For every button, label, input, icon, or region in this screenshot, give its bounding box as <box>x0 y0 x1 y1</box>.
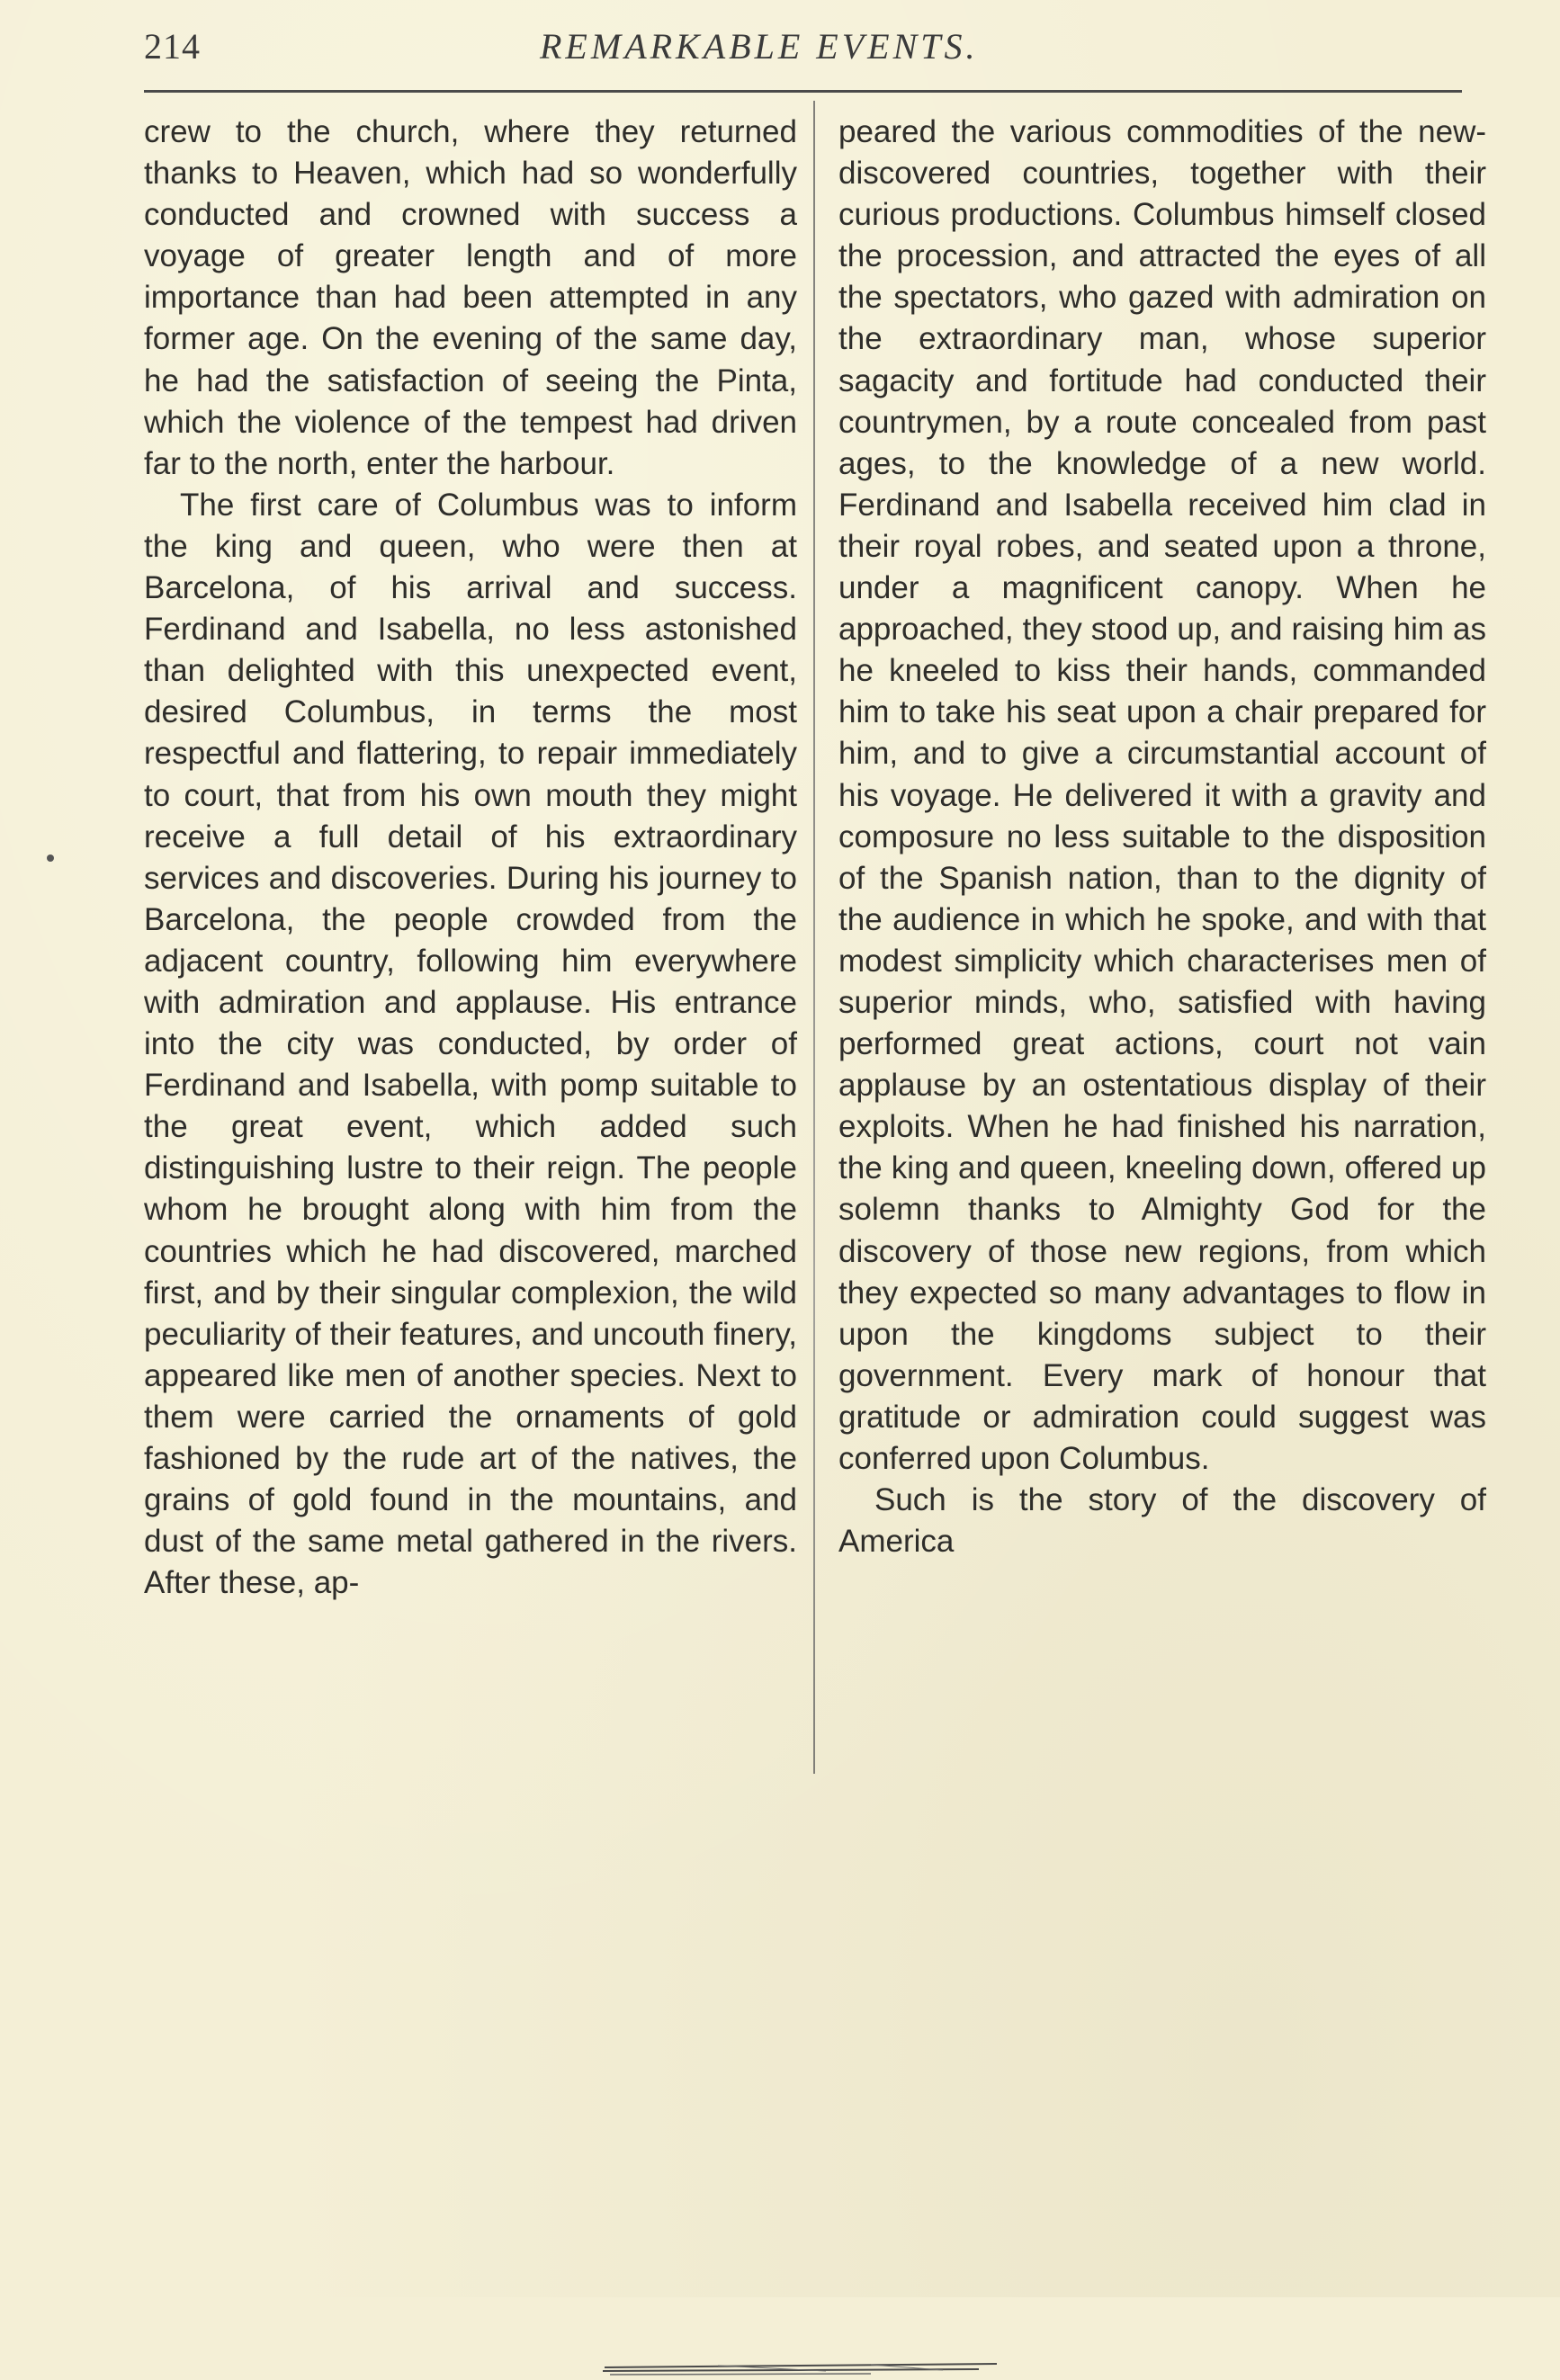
running-head: REMARKABLE EVENTS. <box>540 26 979 67</box>
column-divider <box>813 101 815 1774</box>
left-column <box>144 112 797 1604</box>
left-paragraph-2: The first care of Columbus was to inform the king and queen, who were then at Barcelona, of his arrival and success. Ferdinand and Isabella, no less astonished than delighted with this unexpected event, desired Columbus, in terms the most respectful and flattering, to repair immediately to court, that from his own mouth they might receive a full detail of his extraordinary services and discoveries. During his journey to Barcelona, the people crowded from the adjacent country, following him everywhere with admiration and applause. His entrance into the city was conducted, by order of Ferdinand and Isabella, with pomp suitable to the great event, which added such distinguishing lustre to their reign. The people whom he brought along with him from the countries which he had discovered, marched first, and by their singular complexion, the wild peculiarity of their features, and uncouth finery, appeared like men of another species. Next to them were carried the ornaments of gold fashioned by the rude art of the natives, the grains of gold found in the mountains, and dust of the same metal gathered in the rivers. After these, ap- <box>144 487 797 1601</box>
right-paragraph-1: peared the various commodities of the new-discovered countries, together with their curious productions. Columbus himself closed the procession, and attracted the eyes of all the spectators, who gazed with admiration on the extraordinary man, whose superior sagacity and fortitude had conducted their countrymen, by a route concealed from past ages, to the knowledge of a new world. Ferdinand and Isabella received him clad in their royal robes, and seated upon a throne, under a magnificent canopy. When he approached, they stood up, and raising him as he kneeled to kiss their hands, commanded him to take his seat upon a chair prepared for him, and to give a circumstantial account of his voyage. He delivered it with a gravity and composure no less suitable to the disposition of the Spanish nation, than to the dignity of the audience in which he spoke, and with that modest simplicity which characterises men of superior minds, who, satisfied with having performed great actions, court not vain applause by an ostentatious display of their exploits. When he had finished his narration, the king and queen, kneeling down, offered up solemn thanks to Almighty God for the discovery of those new regions, from which they expected so many advantages to flow in upon the kingdoms subject to their government. Every mark of honour that gratitude or admiration could suggest was conferred upon Columbus. <box>838 114 1486 1476</box>
right-column <box>838 112 1486 1562</box>
page-number: 214 <box>144 26 201 67</box>
header-rule <box>144 90 1462 93</box>
ink-speck <box>47 854 54 862</box>
left-paragraph-1: crew to the church, where they returned thanks to Heaven, which had so wonderfully conducted and crowned with success a voyage of greater length and of more importance than had been attempted in any former age. On the evening of the same day, he had the satisfaction of seeing the Pinta, which the violence of the tempest had driven far to the north, enter the harbour. <box>144 114 797 481</box>
right-paragraph-2: Such is the story of the discovery of America <box>838 1482 1486 1560</box>
tailpiece-rule-icon <box>601 2358 1006 2380</box>
